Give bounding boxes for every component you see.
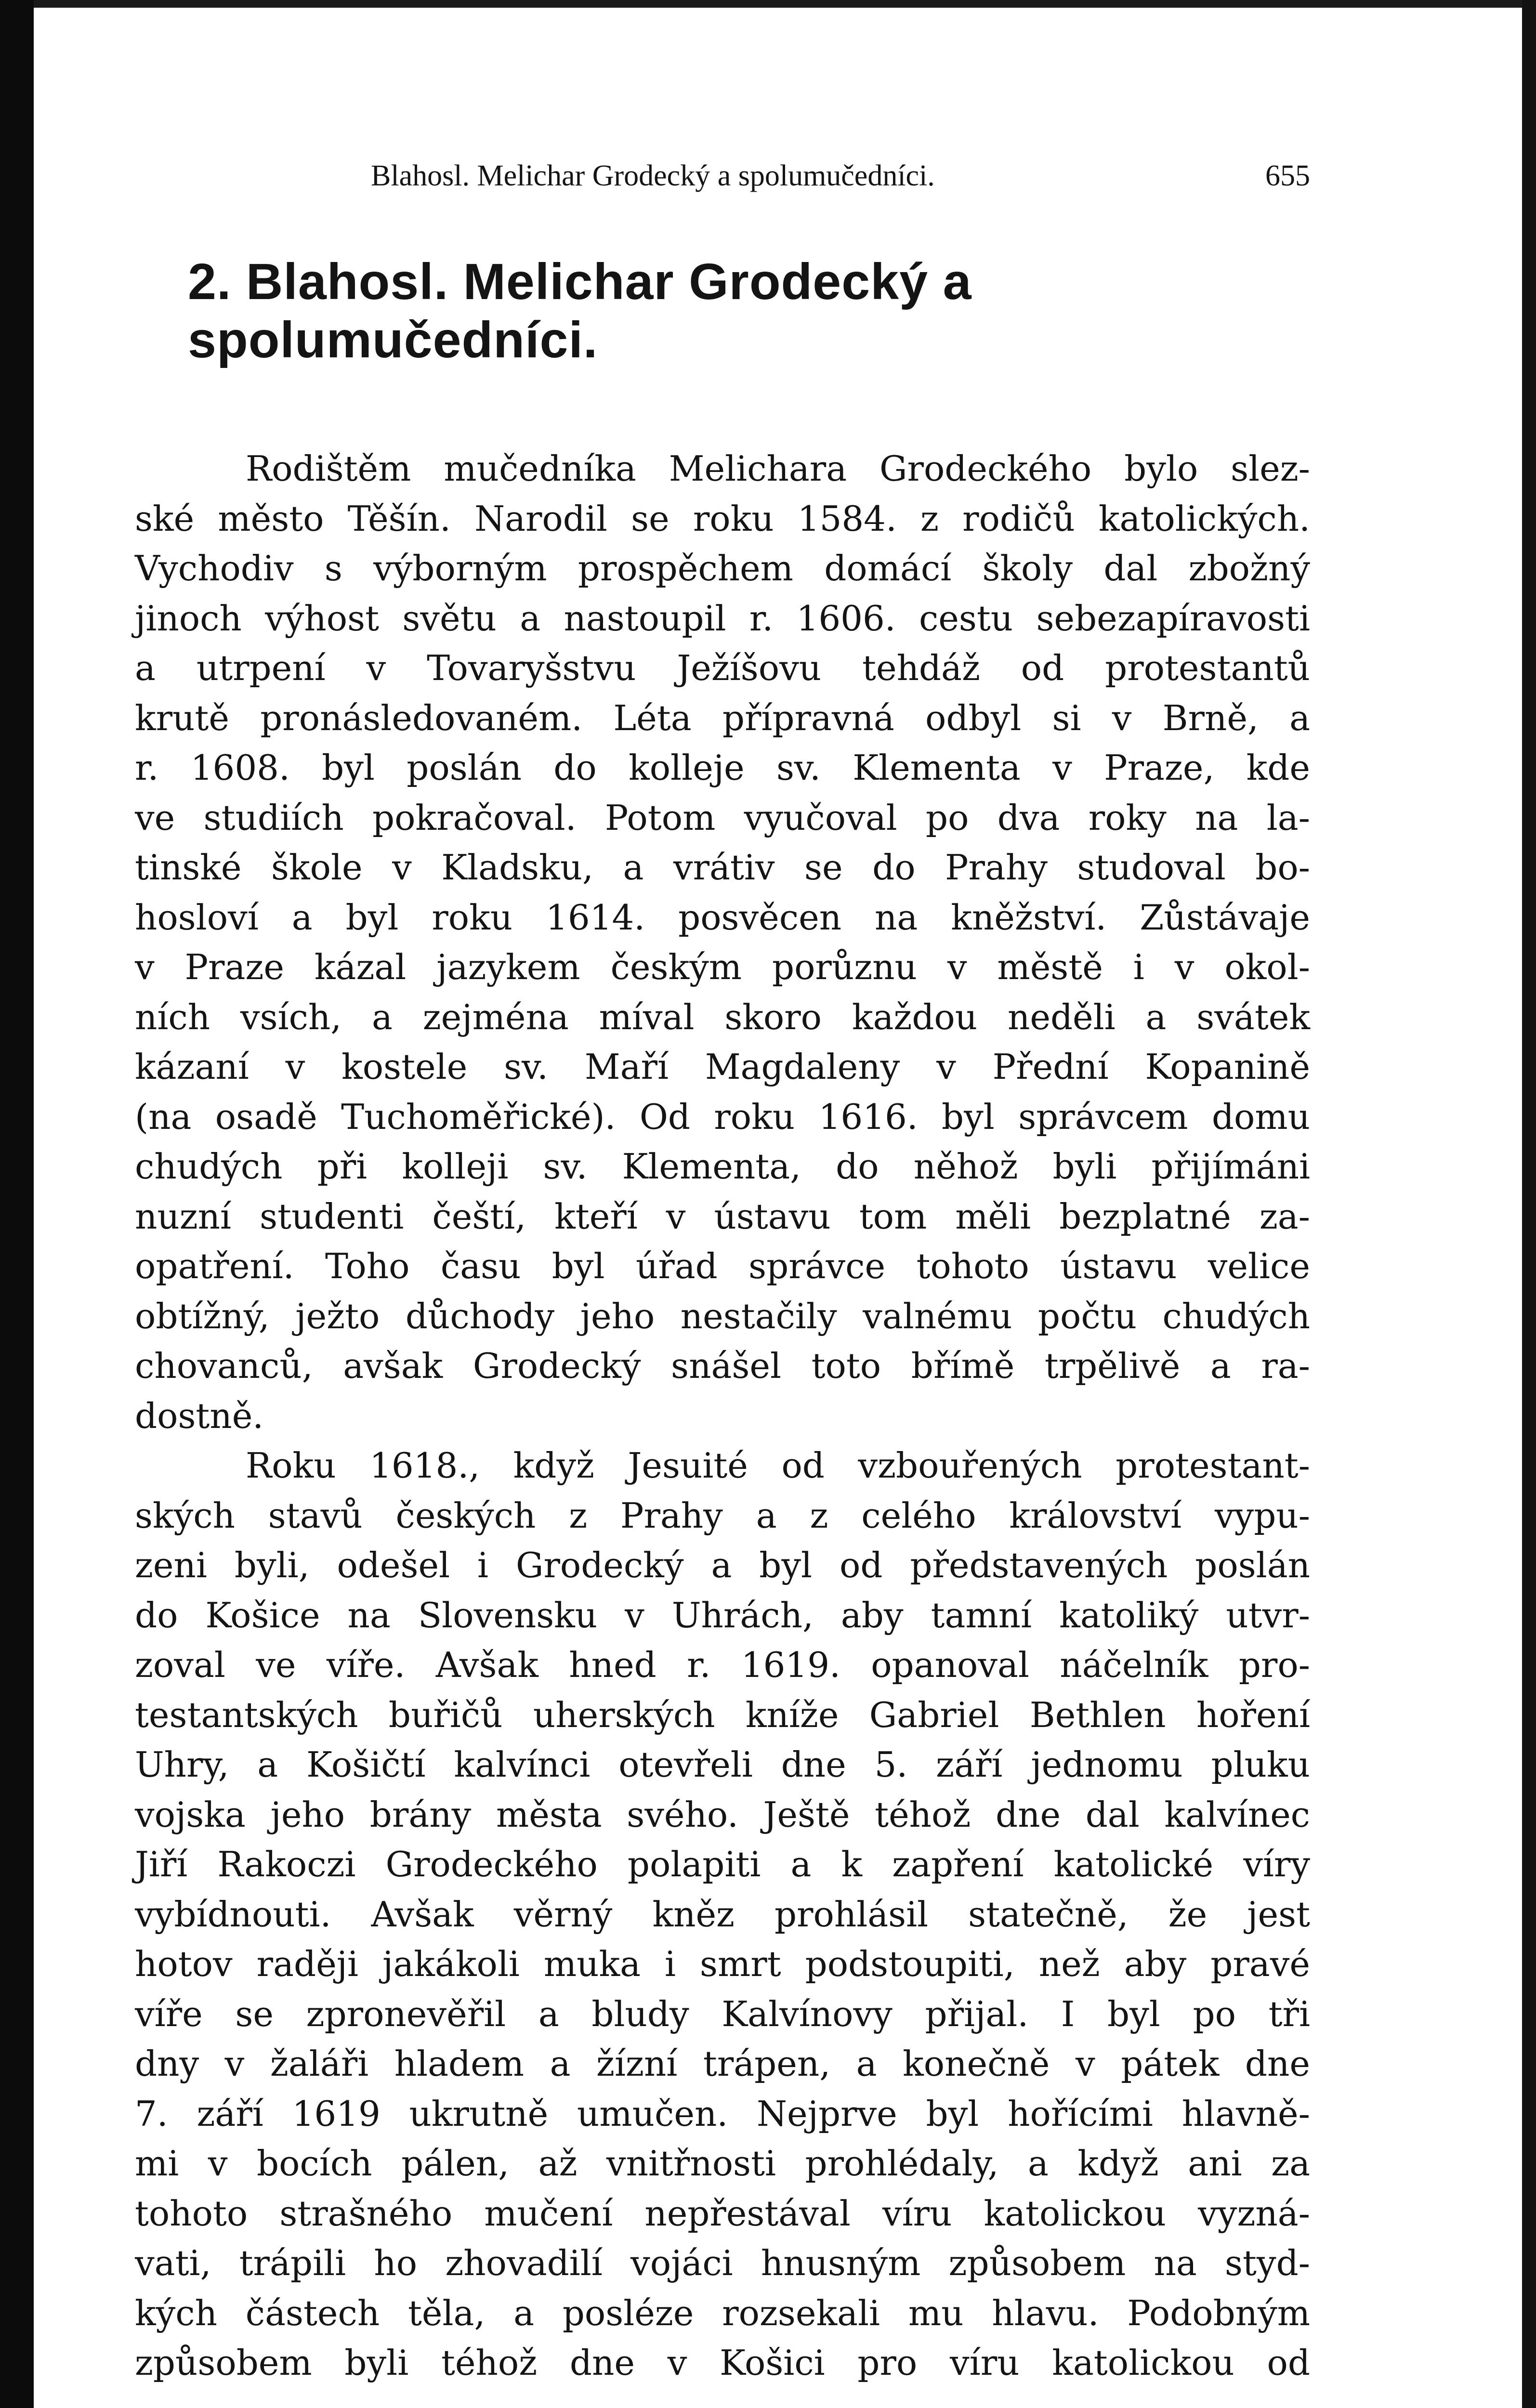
text-line: dny v žaláři hladem a žízní trápen, a konečně v pátek dne xyxy=(135,2043,1310,2084)
text-line: obtížný, ježto důchody jeho nestačily valnému počtu chudých xyxy=(135,1296,1310,1336)
text-line: dostně. xyxy=(135,1395,264,1436)
body-text xyxy=(135,444,1310,2388)
text-line: hotov raději jakákoli muka i smrt podstoupiti, než aby pravé xyxy=(135,1944,1310,1984)
page-number: 655 xyxy=(1265,159,1310,192)
text-line: mi v bocích pálen, až vnitřnosti prohlédaly, a když ani za xyxy=(135,2143,1310,2184)
text-line: vojska jeho brány města svého. Ještě téhož dne dal kalvínec xyxy=(135,1794,1310,1835)
text-line: ve studiích pokračoval. Potom vyučoval po dva roky na la- xyxy=(135,797,1310,838)
text-line: hosloví a byl roku 1614. posvěcen na kněžství. Zůstávaje xyxy=(135,897,1310,938)
text-line: ské město Těšín. Narodil se roku 1584. z rodičů katolických. xyxy=(135,498,1310,539)
scan-border-right xyxy=(1522,0,1536,2408)
text-line: Vychodiv s výborným prospěchem domácí školy dal zbožný xyxy=(135,548,1310,589)
text-line: způsobem byli téhož dne v Košici pro víru katolickou od xyxy=(135,2343,1310,2383)
text-line: ských stavů českých z Prahy a z celého království vypu- xyxy=(135,1495,1310,1536)
text-line: nuzní studenti čeští, kteří v ústavu tom měli bezplatné za- xyxy=(135,1196,1310,1237)
text-line: kázaní v kostele sv. Maří Magdaleny v Přední Kopanině xyxy=(135,1047,1310,1087)
text-line: do Košice na Slovensku v Uhrách, aby tamní katoliký utvr- xyxy=(135,1595,1310,1636)
text-line: kých částech těla, a posléze rozsekali mu hlavu. Podobným xyxy=(135,2292,1310,2333)
text-line: (na osadě Tuchoměřické). Od roku 1616. byl správcem domu xyxy=(135,1096,1310,1137)
text-line: chudých při kolleji sv. Klementa, do něhož byli přijímáni xyxy=(135,1146,1310,1187)
text-line: tohoto strašného mučení nepřestával víru katolickou vyzná- xyxy=(135,2193,1310,2234)
text-line: a utrpení v Tovaryšstvu Ježíšovu tehdáž od protestantů xyxy=(135,648,1310,688)
text-line: Roku 1618., když Jesuité od vzbouřených protestant- xyxy=(246,1445,1310,1486)
text-line: 7. září 1619 ukrutně umučen. Nejprve byl hořícími hlavně- xyxy=(135,2093,1310,2134)
text-line: Rodištěm mučedníka Melichara Grodeckého bylo slez- xyxy=(246,448,1310,489)
text-line: opatření. Toho času byl úřad správce tohoto ústavu velice xyxy=(135,1246,1310,1286)
text-line: ních vsích, a zejména míval skoro každou neděli a svátek xyxy=(135,996,1310,1037)
book-page xyxy=(135,159,1310,2388)
scan-border-left xyxy=(0,0,34,2408)
text-line: Uhry, a Košičtí kalvínci otevřeli dne 5. září jednomu pluku xyxy=(135,1744,1310,1785)
chapter-heading: 2. Blahosl. Melichar Grodecký a spolumučedníci. xyxy=(188,253,972,368)
running-head xyxy=(135,159,1310,202)
text-line: krutě pronásledovaném. Léta přípravná odbyl si v Brně, a xyxy=(135,697,1310,738)
text-line: testantských buřičů uherských kníže Gabriel Bethlen hoření xyxy=(135,1694,1310,1735)
scan-border-top xyxy=(34,0,1522,8)
text-line: r. 1608. byl poslán do kolleje sv. Klementa v Praze, kde xyxy=(135,747,1310,788)
text-line: chovanců, avšak Grodecký snášel toto břímě trpělivě a ra- xyxy=(135,1346,1310,1386)
text-line: vybídnouti. Avšak věrný kněz prohlásil statečně, že jest xyxy=(135,1894,1310,1935)
text-line: tinské škole v Kladsku, a vrátiv se do Prahy studoval bo- xyxy=(135,847,1310,888)
text-line: víře se zpronevěřil a bludy Kalvínovy přijal. I byl po tři xyxy=(135,1993,1310,2034)
running-head-title: Blahosl. Melichar Grodecký a spolumučedníci. xyxy=(371,159,935,192)
text-line: vati, trápili ho zhovadilí vojáci hnusným způsobem na styd- xyxy=(135,2243,1310,2283)
text-line: Jiří Rakoczi Grodeckého polapiti a k zapření katolické víry xyxy=(135,1844,1310,1885)
text-line: v Praze kázal jazykem českým porůznu v městě i v okol- xyxy=(135,947,1310,987)
text-line: zoval ve víře. Avšak hned r. 1619. opanoval náčelník pro- xyxy=(135,1645,1310,1685)
text-line: jinoch výhost světu a nastoupil r. 1606. cestu sebezapíravosti xyxy=(135,598,1310,639)
text-line: zeni byli, odešel i Grodecký a byl od představených poslán xyxy=(135,1545,1310,1585)
